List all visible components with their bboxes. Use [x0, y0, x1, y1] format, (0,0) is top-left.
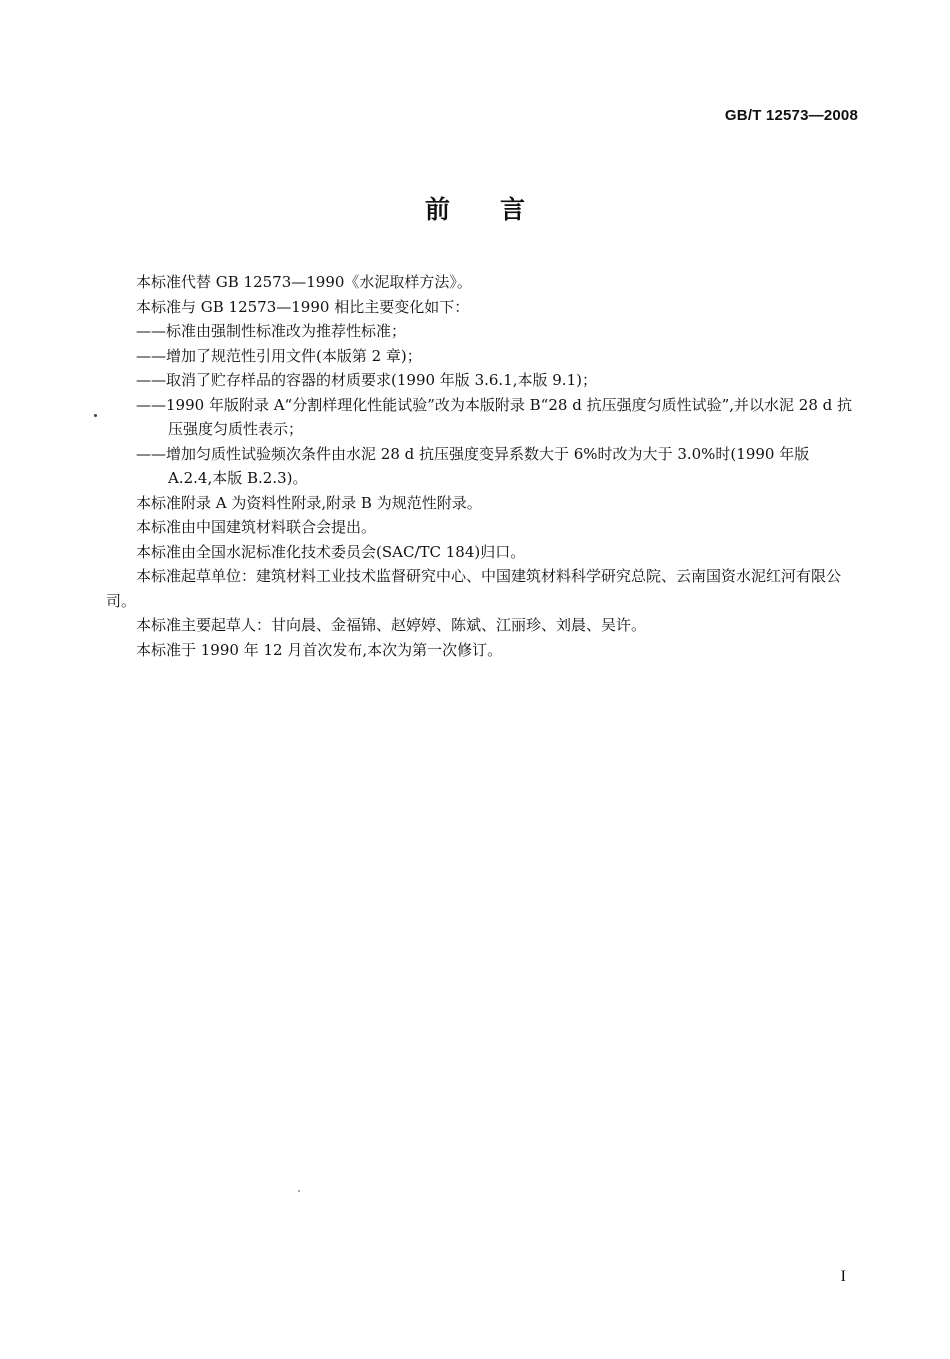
standard-code: GB/T 12573—2008: [724, 107, 858, 124]
page-title: 前言: [424, 195, 575, 224]
change-item: ——取消了贮存样品的容器的材质要求(1990 年版 3.6.1,本版 9.1)；: [136, 371, 597, 389]
drafting-units: 本标准起草单位：建筑材料工业技术监督研究中心、中国建筑材料科学研究总院、云南国资水泥红河有限公司。: [106, 567, 842, 610]
change-item: ——增加匀质性试验频次条件由水泥 28 d 抗压强度变异系数大于 6%时改为大于 3.0%时(1990 年版 A.2.4,本版 B.2.3)。: [136, 444, 810, 487]
committee-statement: 本标准由全国水泥标准化技术委员会(SAC/TC 184)归口。: [136, 542, 526, 561]
replacement-statement: 本标准代替 GB 12573—1990《水泥取样方法》。: [136, 273, 472, 291]
change-item: ——增加了规范性引用文件(本版第 2 章)；: [136, 346, 422, 365]
changes-intro: 本标准与 GB 12573—1990 相比主要变化如下：: [136, 297, 470, 316]
foreword-body: [106, 270, 858, 662]
change-item: ——标准由强制性标准改为推荐性标准；: [136, 322, 407, 340]
scan-speck: [298, 1190, 300, 1192]
release-history: 本标准于 1990 年 12 月首次发布,本次为第一次修订。: [136, 640, 503, 659]
page-number: I: [840, 1268, 846, 1285]
change-item: ——1990 年版附录 A“分割样理化性能试验”改为本版附录 B“28 d 抗压强度匀质性试验”,并以水泥 28 d 抗压强度匀质性表示；: [136, 395, 852, 438]
appendix-statement: 本标准附录 A 为资料性附录,附录 B 为规范性附录。: [136, 493, 482, 512]
scan-speck: [94, 414, 97, 417]
proposer-statement: 本标准由中国建筑材料联合会提出。: [136, 518, 377, 536]
drafters: 本标准主要起草人：甘向晨、金福锦、赵婷婷、陈斌、江丽珍、刘晨、吴许。: [136, 616, 647, 634]
